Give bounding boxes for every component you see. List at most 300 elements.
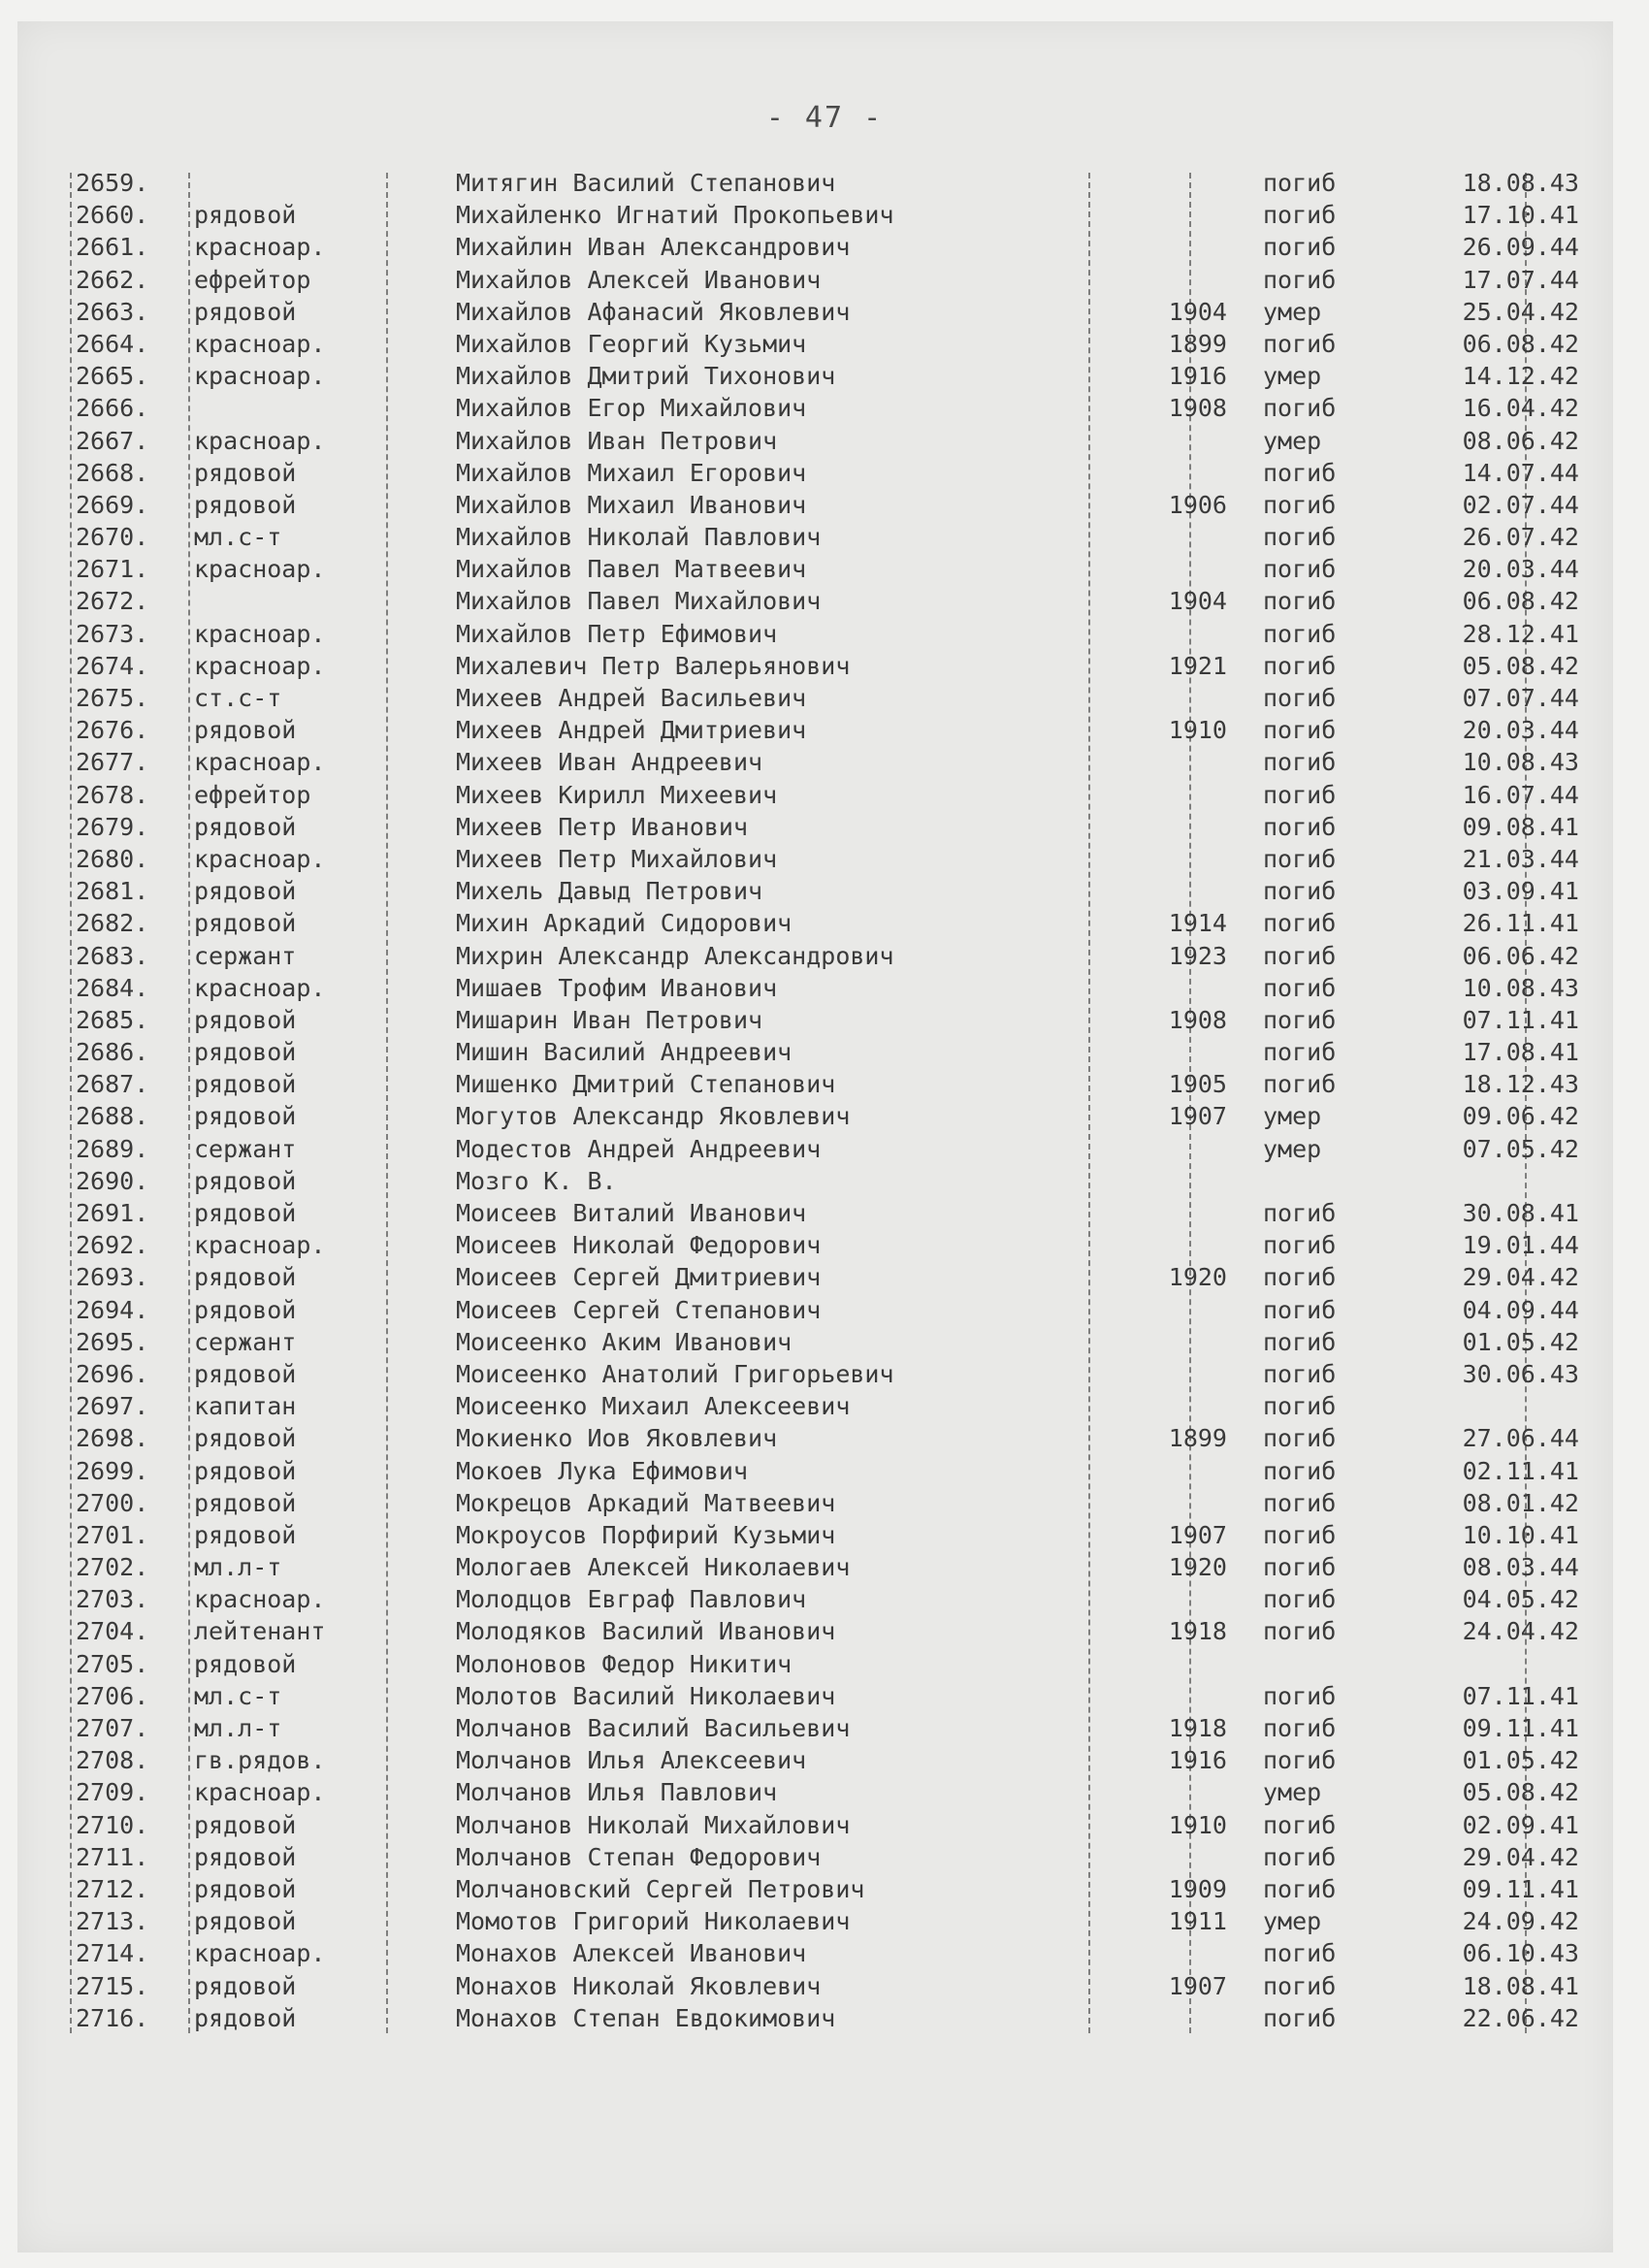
name-cell: Монахов Степан Евдокимович: [456, 2003, 836, 2032]
status-cell: погиб: [1263, 1456, 1337, 1485]
table-row: [68, 553, 1579, 585]
status-cell: умер: [1263, 1102, 1322, 1131]
name-cell: Момотов Григорий Николаевич: [456, 1907, 851, 1936]
date-cell: 02.07.44: [1462, 490, 1579, 519]
record-number: 2669.: [76, 490, 149, 519]
name-cell: Михайлов Георгий Кузьмич: [456, 329, 807, 358]
name-cell: Мозго К. В.: [456, 1166, 617, 1195]
table-row: [68, 1455, 1579, 1487]
table-row: [68, 1970, 1579, 2002]
rank-cell: красноар.: [194, 362, 326, 391]
date-cell: 06.08.42: [1462, 587, 1579, 616]
name-cell: Молчанов Василий Васильевич: [456, 1714, 851, 1742]
name-cell: Молчанов Илья Павлович: [456, 1778, 778, 1807]
record-number: 2686.: [76, 1038, 149, 1067]
date-cell: 20.03.44: [1462, 716, 1579, 745]
rank-cell: мл.с-т: [194, 523, 282, 552]
table-row: [68, 1165, 1523, 1197]
name-cell: Монахов Алексей Иванович: [456, 1939, 807, 1968]
rank-cell: сержант: [194, 1327, 297, 1356]
birth-year-cell: 1914: [1168, 909, 1227, 938]
rank-cell: красноар.: [194, 1778, 326, 1807]
date-cell: 04.05.42: [1462, 1585, 1579, 1614]
status-cell: погиб: [1263, 973, 1337, 1002]
rank-cell: капитан: [194, 1392, 297, 1421]
date-cell: 01.05.42: [1462, 1327, 1579, 1356]
name-cell: Михайлов Михаил Иванович: [456, 490, 807, 519]
date-cell: 06.06.42: [1462, 941, 1579, 970]
table-row: [68, 1487, 1579, 1519]
name-cell: Михайлов Дмитрий Тихонович: [456, 362, 836, 391]
status-cell: погиб: [1263, 1295, 1337, 1324]
status-cell: погиб: [1263, 941, 1337, 970]
table-row: [68, 940, 1579, 972]
date-cell: 07.11.41: [1462, 1681, 1579, 1710]
record-number: 2709.: [76, 1778, 149, 1807]
date-cell: 09.11.41: [1462, 1714, 1579, 1742]
name-cell: Моисеенко Анатолий Григорьевич: [456, 1359, 894, 1388]
name-cell: Молодцов Евграф Павлович: [456, 1585, 807, 1614]
date-cell: 05.08.42: [1462, 651, 1579, 680]
record-number: 2666.: [76, 394, 149, 423]
table-row: [68, 1744, 1579, 1776]
table-row: [68, 264, 1579, 296]
name-cell: Мишаев Трофим Иванович: [456, 973, 778, 1002]
table-row: [68, 907, 1579, 939]
record-number: 2692.: [76, 1231, 149, 1260]
date-cell: 06.10.43: [1462, 1939, 1579, 1968]
record-number: 2700.: [76, 1488, 149, 1517]
record-number: 2677.: [76, 748, 149, 777]
name-cell: Михайлов Иван Петрович: [456, 426, 778, 455]
date-cell: 22.06.42: [1462, 2003, 1579, 2032]
record-number: 2698.: [76, 1424, 149, 1453]
record-number: 2687.: [76, 1070, 149, 1099]
status-cell: погиб: [1263, 201, 1337, 230]
record-number: 2702.: [76, 1553, 149, 1582]
record-number: 2680.: [76, 844, 149, 873]
rank-cell: рядовой: [194, 458, 297, 487]
status-cell: погиб: [1263, 265, 1337, 294]
table-row: [68, 972, 1579, 1004]
rank-cell: рядовой: [194, 1907, 297, 1936]
table-row: [68, 1937, 1579, 1969]
status-cell: погиб: [1263, 1038, 1337, 1067]
table-row: [68, 585, 1579, 617]
name-cell: Михалевич Петр Валерьянович: [456, 651, 851, 680]
rank-cell: рядовой: [194, 1359, 297, 1388]
status-cell: погиб: [1263, 1359, 1337, 1388]
status-cell: погиб: [1263, 233, 1337, 262]
rank-cell: красноар.: [194, 844, 326, 873]
birth-year-cell: 1908: [1168, 1005, 1227, 1034]
name-cell: Михеев Кирилл Михеевич: [456, 780, 778, 809]
name-cell: Мокроусов Порфирий Кузьмич: [456, 1520, 836, 1549]
record-number: 2716.: [76, 2003, 149, 2032]
table-row: [68, 1294, 1579, 1326]
name-cell: Михель Давыд Петрович: [456, 877, 763, 906]
record-number: 2683.: [76, 941, 149, 970]
date-cell: 02.11.41: [1462, 1456, 1579, 1485]
table-row: [68, 1583, 1579, 1615]
rank-cell: рядовой: [194, 812, 297, 841]
record-number: 2695.: [76, 1327, 149, 1356]
name-cell: Михайлов Павел Михайлович: [456, 587, 822, 616]
table-row: [68, 1841, 1579, 1873]
status-cell: погиб: [1263, 812, 1337, 841]
rank-cell: рядовой: [194, 1971, 297, 2000]
status-cell: погиб: [1263, 716, 1337, 745]
rank-cell: рядовой: [194, 1649, 297, 1678]
rank-cell: рядовой: [194, 1199, 297, 1227]
table-row: [68, 1551, 1579, 1583]
date-cell: 16.04.42: [1462, 394, 1579, 423]
status-cell: умер: [1263, 1134, 1322, 1163]
name-cell: Михайлов Михаил Егорович: [456, 458, 807, 487]
date-cell: 18.12.43: [1462, 1070, 1579, 1099]
status-cell: погиб: [1263, 490, 1337, 519]
record-number: 2672.: [76, 587, 149, 616]
name-cell: Михайлин Иван Александрович: [456, 233, 851, 262]
status-cell: погиб: [1263, 1746, 1337, 1775]
rank-cell: рядовой: [194, 1456, 297, 1485]
table-row: [68, 457, 1579, 489]
date-cell: 04.09.44: [1462, 1295, 1579, 1324]
rank-cell: рядовой: [194, 1005, 297, 1034]
status-cell: погиб: [1263, 1488, 1337, 1517]
status-cell: погиб: [1263, 555, 1337, 584]
table-row: [68, 1036, 1579, 1068]
status-cell: умер: [1263, 362, 1322, 391]
rank-cell: красноар.: [194, 555, 326, 584]
date-cell: 14.07.44: [1462, 458, 1579, 487]
record-number: 2697.: [76, 1392, 149, 1421]
birth-year-cell: 1918: [1168, 1617, 1227, 1646]
rank-cell: рядовой: [194, 490, 297, 519]
birth-year-cell: 1909: [1168, 1874, 1227, 1903]
birth-year-cell: 1921: [1168, 651, 1227, 680]
status-cell: погиб: [1263, 2003, 1337, 2032]
record-number: 2715.: [76, 1971, 149, 2000]
record-number: 2711.: [76, 1842, 149, 1871]
casualty-registry: [68, 167, 1579, 2034]
record-number: 2707.: [76, 1714, 149, 1742]
name-cell: Молчановский Сергей Петрович: [456, 1874, 865, 1903]
record-number: 2673.: [76, 619, 149, 648]
table-row: [68, 1712, 1579, 1744]
date-cell: 29.04.42: [1462, 1263, 1579, 1292]
name-cell: Моисеев Виталий Иванович: [456, 1199, 807, 1227]
table-row: [68, 328, 1579, 360]
table-row: [68, 650, 1579, 682]
status-cell: погиб: [1263, 1714, 1337, 1742]
table-row: [68, 1326, 1579, 1358]
rank-cell: ефрейтор: [194, 265, 311, 294]
date-cell: 08.06.42: [1462, 426, 1579, 455]
rank-cell: сержант: [194, 1134, 297, 1163]
record-number: 2675.: [76, 684, 149, 712]
status-cell: погиб: [1263, 1617, 1337, 1646]
name-cell: Михеев Андрей Васильевич: [456, 684, 807, 712]
table-row: [68, 199, 1579, 231]
table-row: [68, 1680, 1579, 1712]
table-row: [68, 360, 1579, 392]
birth-year-cell: 1908: [1168, 394, 1227, 423]
record-number: 2671.: [76, 555, 149, 584]
table-row: [68, 1068, 1579, 1100]
date-cell: 17.08.41: [1462, 1038, 1579, 1067]
name-cell: Моисеенко Михаил Алексеевич: [456, 1392, 851, 1421]
birth-year-cell: 1907: [1168, 1520, 1227, 1549]
birth-year-cell: 1906: [1168, 490, 1227, 519]
status-cell: умер: [1263, 1778, 1322, 1807]
record-number: 2667.: [76, 426, 149, 455]
table-row: [68, 231, 1579, 263]
table-row: [68, 618, 1579, 650]
name-cell: Мологаев Алексей Николаевич: [456, 1553, 851, 1582]
name-cell: Моисеенко Аким Иванович: [456, 1327, 792, 1356]
rank-cell: гв.рядов.: [194, 1746, 326, 1775]
date-cell: 25.04.42: [1462, 297, 1579, 326]
status-cell: погиб: [1263, 684, 1337, 712]
status-cell: погиб: [1263, 1199, 1337, 1227]
name-cell: Михайлов Павел Матвеевич: [456, 555, 807, 584]
status-cell: погиб: [1263, 1070, 1337, 1099]
birth-year-cell: 1923: [1168, 941, 1227, 970]
record-number: 2670.: [76, 523, 149, 552]
record-number: 2685.: [76, 1005, 149, 1034]
rank-cell: красноар.: [194, 329, 326, 358]
birth-year-cell: 1907: [1168, 1102, 1227, 1131]
table-row: [68, 296, 1579, 328]
rank-cell: рядовой: [194, 1166, 297, 1195]
status-cell: погиб: [1263, 523, 1337, 552]
name-cell: Михайленко Игнатий Прокопьевич: [456, 201, 894, 230]
birth-year-cell: 1916: [1168, 362, 1227, 391]
rank-cell: рядовой: [194, 1263, 297, 1292]
record-number: 2663.: [76, 297, 149, 326]
rank-cell: рядовой: [194, 1295, 297, 1324]
birth-year-cell: 1920: [1168, 1263, 1227, 1292]
record-number: 2659.: [76, 169, 149, 197]
rank-cell: рядовой: [194, 1070, 297, 1099]
record-number: 2705.: [76, 1649, 149, 1678]
record-number: 2664.: [76, 329, 149, 358]
name-cell: Молоновов Федор Никитич: [456, 1649, 792, 1678]
rank-cell: лейтенант: [194, 1617, 326, 1646]
record-number: 2688.: [76, 1102, 149, 1131]
birth-year-cell: 1899: [1168, 1424, 1227, 1453]
rank-cell: мл.л-т: [194, 1714, 282, 1742]
record-number: 2682.: [76, 909, 149, 938]
rank-cell: красноар.: [194, 973, 326, 1002]
name-cell: Молотов Василий Николаевич: [456, 1681, 836, 1710]
table-row: [68, 1358, 1579, 1390]
table-row: [68, 714, 1579, 746]
date-cell: 08.03.44: [1462, 1553, 1579, 1582]
name-cell: Михайлов Петр Ефимович: [456, 619, 778, 648]
status-cell: погиб: [1263, 748, 1337, 777]
rank-cell: красноар.: [194, 426, 326, 455]
birth-year-cell: 1907: [1168, 1971, 1227, 2000]
table-row: [68, 1261, 1579, 1293]
table-row: [68, 1615, 1579, 1647]
status-cell: погиб: [1263, 651, 1337, 680]
date-cell: 20.03.44: [1462, 555, 1579, 584]
table-row: [68, 1390, 1523, 1422]
rank-cell: рядовой: [194, 1102, 297, 1131]
table-row: [68, 1422, 1579, 1454]
birth-year-cell: 1910: [1168, 1810, 1227, 1839]
table-row: [68, 167, 1579, 199]
table-row: [68, 1648, 1523, 1680]
rank-cell: рядовой: [194, 1874, 297, 1903]
date-cell: 07.05.42: [1462, 1134, 1579, 1163]
rank-cell: красноар.: [194, 619, 326, 648]
name-cell: Мокиенко Иов Яковлевич: [456, 1424, 778, 1453]
status-cell: погиб: [1263, 458, 1337, 487]
record-number: 2696.: [76, 1359, 149, 1388]
date-cell: 27.06.44: [1462, 1424, 1579, 1453]
status-cell: погиб: [1263, 394, 1337, 423]
record-number: 2704.: [76, 1617, 149, 1646]
birth-year-cell: 1905: [1168, 1070, 1227, 1099]
status-cell: погиб: [1263, 1327, 1337, 1356]
table-row: [68, 1873, 1579, 1905]
date-cell: 28.12.41: [1462, 619, 1579, 648]
date-cell: 09.11.41: [1462, 1874, 1579, 1903]
record-number: 2712.: [76, 1874, 149, 1903]
date-cell: 16.07.44: [1462, 780, 1579, 809]
name-cell: Модестов Андрей Андреевич: [456, 1134, 822, 1163]
rank-cell: красноар.: [194, 651, 326, 680]
status-cell: погиб: [1263, 1424, 1337, 1453]
date-cell: 10.10.41: [1462, 1520, 1579, 1549]
date-cell: 17.10.41: [1462, 201, 1579, 230]
name-cell: Михеев Петр Михайлович: [456, 844, 778, 873]
record-number: 2689.: [76, 1134, 149, 1163]
rank-cell: ст.с-т: [194, 684, 282, 712]
record-number: 2699.: [76, 1456, 149, 1485]
name-cell: Монахов Николай Яковлевич: [456, 1971, 822, 2000]
rank-cell: красноар.: [194, 748, 326, 777]
name-cell: Мокоев Лука Ефимович: [456, 1456, 749, 1485]
name-cell: Михеев Петр Иванович: [456, 812, 749, 841]
date-cell: 18.08.41: [1462, 1971, 1579, 2000]
name-cell: Мишин Василий Андреевич: [456, 1038, 792, 1067]
status-cell: погиб: [1263, 1005, 1337, 1034]
table-row: [68, 811, 1579, 843]
name-cell: Молчанов Степан Федорович: [456, 1842, 822, 1871]
table-row: [68, 875, 1579, 907]
status-cell: погиб: [1263, 1585, 1337, 1614]
date-cell: 30.08.41: [1462, 1199, 1579, 1227]
rank-cell: рядовой: [194, 1810, 297, 1839]
date-cell: 14.12.42: [1462, 362, 1579, 391]
record-number: 2678.: [76, 780, 149, 809]
date-cell: 18.08.43: [1462, 169, 1579, 197]
name-cell: Моисеев Сергей Дмитриевич: [456, 1263, 822, 1292]
record-number: 2668.: [76, 458, 149, 487]
rank-cell: рядовой: [194, 1424, 297, 1453]
name-cell: Моисеев Сергей Степанович: [456, 1295, 822, 1324]
status-cell: погиб: [1263, 1842, 1337, 1871]
status-cell: погиб: [1263, 1231, 1337, 1260]
record-number: 2660.: [76, 201, 149, 230]
record-number: 2703.: [76, 1585, 149, 1614]
rank-cell: красноар.: [194, 1231, 326, 1260]
record-number: 2679.: [76, 812, 149, 841]
rank-cell: красноар.: [194, 1585, 326, 1614]
table-row: [68, 1100, 1579, 1132]
date-cell: 01.05.42: [1462, 1746, 1579, 1775]
status-cell: погиб: [1263, 1681, 1337, 1710]
rank-cell: рядовой: [194, 716, 297, 745]
date-cell: 29.04.42: [1462, 1842, 1579, 1871]
name-cell: Михрин Александр Александрович: [456, 941, 894, 970]
birth-year-cell: 1911: [1168, 1907, 1227, 1936]
record-number: 2661.: [76, 233, 149, 262]
status-cell: умер: [1263, 426, 1322, 455]
name-cell: Мишенко Дмитрий Степанович: [456, 1070, 836, 1099]
rank-cell: рядовой: [194, 1038, 297, 1067]
record-number: 2714.: [76, 1939, 149, 1968]
status-cell: погиб: [1263, 1874, 1337, 1903]
record-number: 2691.: [76, 1199, 149, 1227]
status-cell: погиб: [1263, 780, 1337, 809]
date-cell: 21.03.44: [1462, 844, 1579, 873]
name-cell: Мишарин Иван Петрович: [456, 1005, 763, 1034]
birth-year-cell: 1920: [1168, 1553, 1227, 1582]
rank-cell: сержант: [194, 941, 297, 970]
status-cell: погиб: [1263, 619, 1337, 648]
table-row: [68, 843, 1579, 875]
date-cell: 10.08.43: [1462, 973, 1579, 1002]
table-row: [68, 2002, 1579, 2034]
record-number: 2674.: [76, 651, 149, 680]
date-cell: 06.08.42: [1462, 329, 1579, 358]
name-cell: Молчанов Николай Михайлович: [456, 1810, 851, 1839]
date-cell: 10.08.43: [1462, 748, 1579, 777]
rank-cell: ефрейтор: [194, 780, 311, 809]
status-cell: погиб: [1263, 909, 1337, 938]
record-number: 2708.: [76, 1746, 149, 1775]
date-cell: 09.08.41: [1462, 812, 1579, 841]
table-row: [68, 425, 1579, 457]
date-cell: 17.07.44: [1462, 265, 1579, 294]
date-cell: 07.11.41: [1462, 1005, 1579, 1034]
table-row: [68, 1809, 1579, 1841]
rank-cell: рядовой: [194, 909, 297, 938]
birth-year-cell: 1910: [1168, 716, 1227, 745]
date-cell: 05.08.42: [1462, 1778, 1579, 1807]
rank-cell: мл.л-т: [194, 1553, 282, 1582]
name-cell: Мокрецов Аркадий Матвеевич: [456, 1488, 836, 1517]
record-number: 2665.: [76, 362, 149, 391]
table-row: [68, 1229, 1579, 1261]
date-cell: 03.09.41: [1462, 877, 1579, 906]
birth-year-cell: 1904: [1168, 587, 1227, 616]
record-number: 2684.: [76, 973, 149, 1002]
record-number: 2710.: [76, 1810, 149, 1839]
rank-cell: рядовой: [194, 1488, 297, 1517]
status-cell: погиб: [1263, 169, 1337, 197]
birth-year-cell: 1899: [1168, 329, 1227, 358]
status-cell: погиб: [1263, 1553, 1337, 1582]
table-row: [68, 682, 1579, 714]
status-cell: погиб: [1263, 1392, 1337, 1421]
name-cell: Михайлов Егор Михайлович: [456, 394, 807, 423]
